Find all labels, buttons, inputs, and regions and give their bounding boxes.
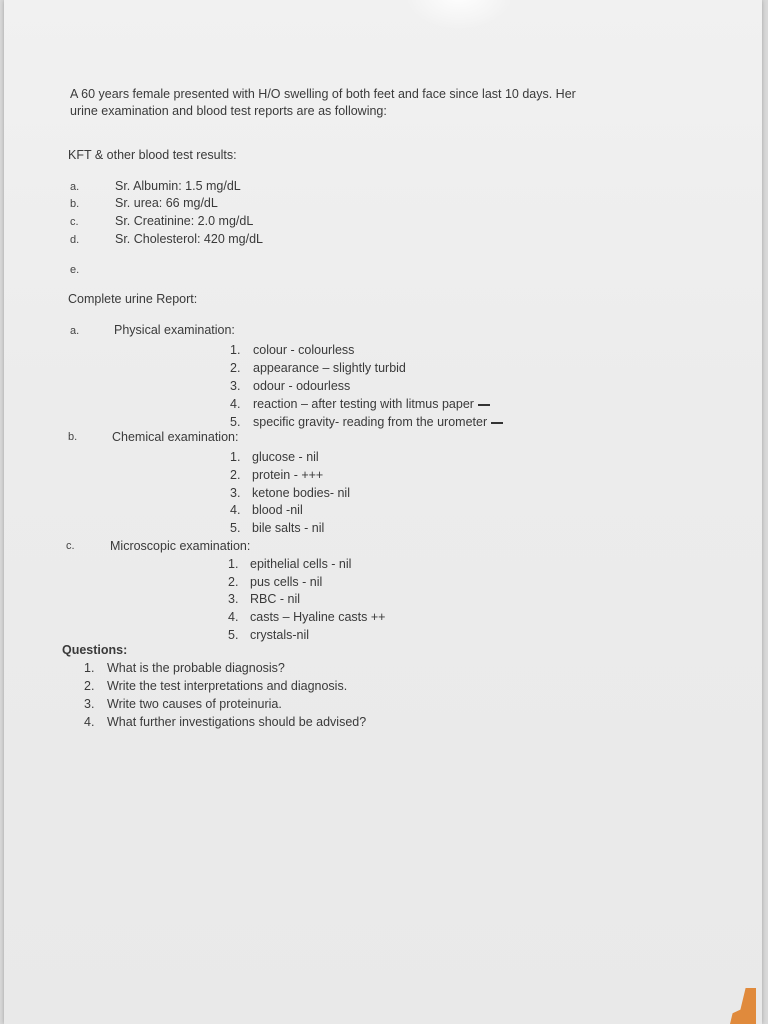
item-number: 1.	[230, 343, 241, 357]
item-number: 5.	[230, 415, 241, 429]
item-text: reaction – after testing with litmus paper	[253, 397, 474, 411]
question-item: Write two causes of proteinuria.	[107, 697, 282, 711]
list-item	[253, 414, 503, 430]
list-item: protein - +++	[252, 468, 324, 482]
item-number: 5.	[228, 628, 239, 642]
list-marker: b.	[70, 198, 80, 210]
item-number: 4.	[230, 503, 241, 517]
list-item: appearance – slightly turbid	[253, 361, 406, 375]
question-item: What is the probable diagnosis?	[107, 661, 285, 675]
question-item: Write the test interpretations and diagnosis.	[107, 679, 348, 693]
blank-field	[478, 404, 490, 406]
urine-heading: Complete urine Report:	[68, 292, 198, 306]
item-number: 3.	[230, 486, 241, 500]
item-number: 4.	[228, 610, 239, 624]
paper-sheet	[4, 0, 762, 1024]
list-item: crystals-nil	[250, 628, 310, 642]
list-marker: e.	[70, 264, 80, 276]
section-marker: a.	[70, 325, 80, 337]
list-marker: c.	[70, 216, 79, 228]
list-item: bile salts - nil	[252, 521, 325, 535]
paper-corner-edge	[730, 988, 756, 1024]
item-number: 5.	[230, 521, 241, 535]
item-number: 3.	[84, 697, 95, 711]
item-number: 2.	[230, 468, 241, 482]
physical-exam-title: Physical examination:	[114, 323, 235, 337]
list-item	[253, 396, 490, 412]
list-item: glucose - nil	[252, 450, 319, 464]
intro-line-2: urine examination and blood test reports are as following:	[70, 104, 387, 118]
section-marker: c.	[66, 540, 75, 552]
section-marker: b.	[68, 431, 78, 443]
intro-line-1: A 60 years female presented with H/O swelling of both feet and face since last 10 days. Her	[70, 87, 576, 101]
list-item: Sr. urea: 66 mg/dL	[115, 196, 218, 210]
item-number: 4.	[230, 397, 241, 411]
item-number: 2.	[228, 575, 239, 589]
item-number: 2.	[84, 679, 95, 693]
list-item: ketone bodies- nil	[252, 486, 350, 500]
list-item: colour - colourless	[253, 343, 355, 357]
list-item: pus cells - nil	[250, 575, 323, 589]
light-glare	[404, 0, 514, 30]
microscopic-exam-title: Microscopic examination:	[110, 539, 251, 553]
questions-heading: Questions:	[62, 643, 128, 657]
list-item: Sr. Albumin: 1.5 mg/dL	[115, 179, 241, 193]
chemical-exam-title: Chemical examination:	[112, 430, 239, 444]
item-number: 3.	[228, 592, 239, 606]
item-text: specific gravity- reading from the urometer	[253, 415, 488, 429]
item-number: 1.	[84, 661, 95, 675]
list-item: blood -nil	[252, 503, 303, 517]
list-marker: a.	[70, 181, 80, 193]
list-item: casts – Hyaline casts ++	[250, 610, 386, 624]
question-item: What further investigations should be advised?	[107, 715, 367, 729]
item-number: 1.	[228, 557, 239, 571]
blank-field	[491, 422, 503, 424]
list-marker: d.	[70, 234, 80, 246]
list-item: odour - odourless	[253, 379, 351, 393]
item-number: 1.	[230, 450, 241, 464]
list-item: epithelial cells - nil	[250, 557, 352, 571]
list-item: RBC - nil	[250, 592, 301, 606]
item-number: 2.	[230, 361, 241, 375]
item-number: 3.	[230, 379, 241, 393]
list-item: Sr. Creatinine: 2.0 mg/dL	[115, 214, 254, 228]
item-number: 4.	[84, 715, 95, 729]
list-item: Sr. Cholesterol: 420 mg/dL	[115, 232, 263, 246]
kft-heading: KFT & other blood test results:	[68, 148, 237, 162]
